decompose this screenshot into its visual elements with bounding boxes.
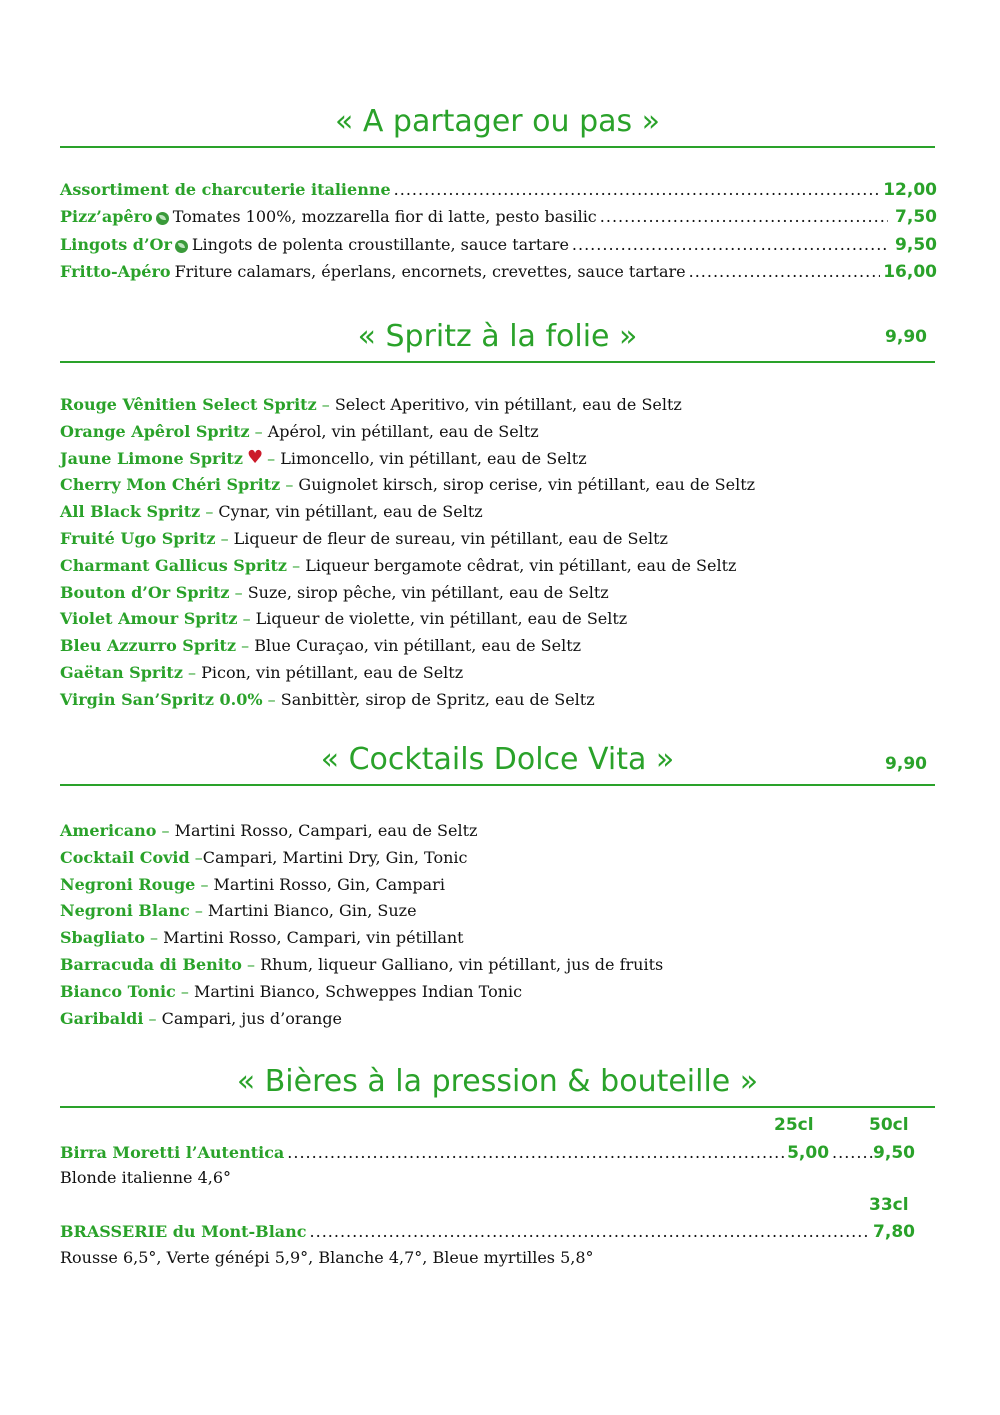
column-header-33cl: 33cl xyxy=(869,1195,909,1215)
item-name: Jaune Limone Spritz xyxy=(60,448,243,468)
list-item xyxy=(60,660,940,687)
item-price: 7,50 xyxy=(895,207,937,227)
list-item xyxy=(60,872,940,899)
separator: – xyxy=(148,1008,157,1028)
item-description: Limoncello, vin pétillant, eau de Seltz xyxy=(280,448,587,468)
item-name: Fruité Ugo Spritz xyxy=(60,528,216,548)
separator: – xyxy=(194,847,203,867)
item-name: Negroni Rouge xyxy=(60,874,196,894)
separator: – xyxy=(220,528,229,548)
separator: – xyxy=(292,555,301,575)
item-name: Bleu Azzurro Spritz xyxy=(60,636,237,656)
menu-item xyxy=(60,177,937,201)
beer-row xyxy=(60,1140,915,1164)
section-title: « Cocktails Dolce Vita » xyxy=(320,742,675,777)
item-name: Bianco Tonic xyxy=(60,981,176,1001)
list-item xyxy=(60,898,940,925)
list-item xyxy=(60,446,940,473)
item-description: Martini Rosso, Campari, eau de Seltz xyxy=(174,821,478,840)
item-name: Garibaldi xyxy=(60,1008,144,1028)
price-50cl: 9,50 xyxy=(873,1143,915,1163)
item-name: Virgin San’Spritz 0.0% xyxy=(60,689,263,709)
item-description: Martini Bianco, Schweppes Indian Tonic xyxy=(193,981,523,1001)
item-description: Select Aperitivo, vin pétillant, eau de Seltz xyxy=(334,395,682,414)
item-name: Pizz’apêro xyxy=(60,207,153,226)
section-title: « A partager ou pas » xyxy=(334,104,661,139)
section-price: 9,90 xyxy=(885,754,927,774)
item-price: 12,00 xyxy=(883,180,937,200)
item-name: Charmant Gallicus Spritz xyxy=(60,555,287,575)
beer-row xyxy=(60,1219,915,1243)
dot-leader xyxy=(394,179,881,201)
section-title: « Spritz à la folie » xyxy=(357,319,638,354)
leaf-icon xyxy=(175,240,188,253)
item-description: Martini Rosso, Gin, Campari xyxy=(213,874,445,894)
list-item xyxy=(60,1006,940,1033)
list-item xyxy=(60,687,940,714)
item-description: Liqueur de violette, vin pétillant, eau de Seltz xyxy=(255,609,628,629)
list-item xyxy=(60,818,940,845)
item-description: Blonde italienne 4,6° xyxy=(60,1168,232,1187)
item-name: Americano xyxy=(60,821,157,840)
item-name: Sbagliato xyxy=(60,928,145,948)
separator: – xyxy=(200,874,209,894)
item-price: 16,00 xyxy=(883,262,937,282)
item-name: Barracuda di Benito xyxy=(60,954,242,974)
list-item xyxy=(60,392,940,419)
dot-leader xyxy=(832,1142,874,1164)
item-name: All Black Spritz xyxy=(60,502,201,522)
item-description: Campari, jus d’orange xyxy=(161,1008,343,1028)
separator: – xyxy=(321,395,330,414)
separator: – xyxy=(242,609,251,629)
item-description: Rhum, liqueur Galliano, vin pétillant, jus de fruits xyxy=(260,954,664,974)
separator: – xyxy=(267,689,276,709)
item-description: Guignolet kirsch, sirop cerise, vin pétillant, eau de Seltz xyxy=(298,475,756,495)
leaf-icon xyxy=(156,212,169,225)
separator: – xyxy=(161,821,170,840)
section-title: « Bières à la pression & bouteille » xyxy=(236,1064,759,1099)
list-item xyxy=(60,472,940,499)
item-description: Liqueur de fleur de sureau, vin pétillant, eau de Seltz xyxy=(233,528,668,548)
dot-leader xyxy=(572,234,888,256)
item-name: Fritto-Apéro xyxy=(60,262,171,281)
separator: – xyxy=(234,582,243,602)
item-name: Negroni Blanc xyxy=(60,901,190,921)
item-price: 9,50 xyxy=(895,235,937,255)
menu-item xyxy=(60,232,937,256)
dot-leader xyxy=(287,1142,784,1164)
list-item xyxy=(60,979,940,1006)
list-item xyxy=(60,952,940,979)
section-header-bieres xyxy=(60,1062,935,1108)
separator: – xyxy=(267,448,276,468)
item-description: Martini Rosso, Campari, vin pétillant xyxy=(163,928,464,948)
item-description: Sanbittèr, sirop de Spritz, eau de Seltz xyxy=(280,689,595,709)
separator: – xyxy=(241,636,250,656)
item-description: Martini Bianco, Gin, Suze xyxy=(207,901,417,921)
list-item xyxy=(60,606,940,633)
item-name: Gaëtan Spritz xyxy=(60,662,183,682)
separator: – xyxy=(247,954,256,974)
item-description: Friture calamars, éperlans, encornets, crevettes, sauce tartare xyxy=(174,262,686,281)
item-description: Lingots de polenta croustillante, sauce tartare xyxy=(191,235,569,254)
item-name: Assortiment de charcuterie italienne xyxy=(60,180,391,199)
list-item xyxy=(60,845,940,872)
column-header-25cl: 25cl xyxy=(774,1115,814,1135)
item-description: Picon, vin pétillant, eau de Seltz xyxy=(201,662,464,682)
heart-icon: ♥ xyxy=(247,446,264,468)
item-name: BRASSERIE du Mont-Blanc xyxy=(60,1222,307,1241)
list-item xyxy=(60,580,940,607)
item-description: Liqueur bergamote cêdrat, vin pétillant, eau de Seltz xyxy=(305,555,737,575)
separator: – xyxy=(194,901,203,921)
item-description: Cynar, vin pétillant, eau de Seltz xyxy=(218,502,483,522)
spritz-list xyxy=(60,392,940,714)
column-header-50cl: 50cl xyxy=(869,1115,909,1135)
item-name: Violet Amour Spritz xyxy=(60,609,238,629)
separator: – xyxy=(180,981,189,1001)
item-description: Rousse 6,5°, Verte génépi 5,9°, Blanche 4,7°, Bleue myrtilles 5,8° xyxy=(60,1248,594,1267)
item-name: Cocktail Covid xyxy=(60,847,190,867)
item-name: Lingots d’Or xyxy=(60,235,172,254)
section-price: 9,90 xyxy=(885,327,927,347)
section-header-cocktails xyxy=(60,740,935,786)
item-description: Tomates 100%, mozzarella fior di latte, pesto basilic xyxy=(172,207,597,226)
list-item xyxy=(60,499,940,526)
separator: – xyxy=(254,421,263,441)
item-description: Blue Curaçao, vin pétillant, eau de Seltz xyxy=(254,636,582,656)
list-item xyxy=(60,419,940,446)
item-description: Campari, Martini Dry, Gin, Tonic xyxy=(202,847,468,867)
list-item xyxy=(60,526,940,553)
item-name: Bouton d’Or Spritz xyxy=(60,582,230,602)
separator: – xyxy=(285,475,294,495)
item-description: Suze, sirop pêche, vin pétillant, eau de Seltz xyxy=(247,582,609,602)
dot-leader xyxy=(310,1221,871,1243)
list-item xyxy=(60,633,940,660)
separator: – xyxy=(188,662,196,682)
list-item xyxy=(60,925,940,952)
section-header-spritz xyxy=(60,317,935,363)
list-item xyxy=(60,553,940,580)
separator: – xyxy=(149,928,158,948)
menu-item xyxy=(60,259,937,283)
item-name: Rouge Vênitien Select Spritz xyxy=(60,395,317,414)
item-name: Cherry Mon Chéri Spritz xyxy=(60,475,281,495)
item-name: Orange Apêrol Spritz xyxy=(60,421,250,441)
dot-leader xyxy=(600,206,888,228)
item-description: Apérol, vin pétillant, eau de Seltz xyxy=(267,421,539,441)
price-33cl: 7,80 xyxy=(873,1222,915,1242)
section-header-partager xyxy=(60,102,935,148)
menu-item xyxy=(60,204,937,228)
dot-leader xyxy=(689,261,881,283)
price-25cl: 5,00 xyxy=(787,1143,830,1163)
cocktails-list xyxy=(60,818,940,1032)
item-name: Birra Moretti l’Autentica xyxy=(60,1143,285,1162)
separator: – xyxy=(205,502,214,522)
